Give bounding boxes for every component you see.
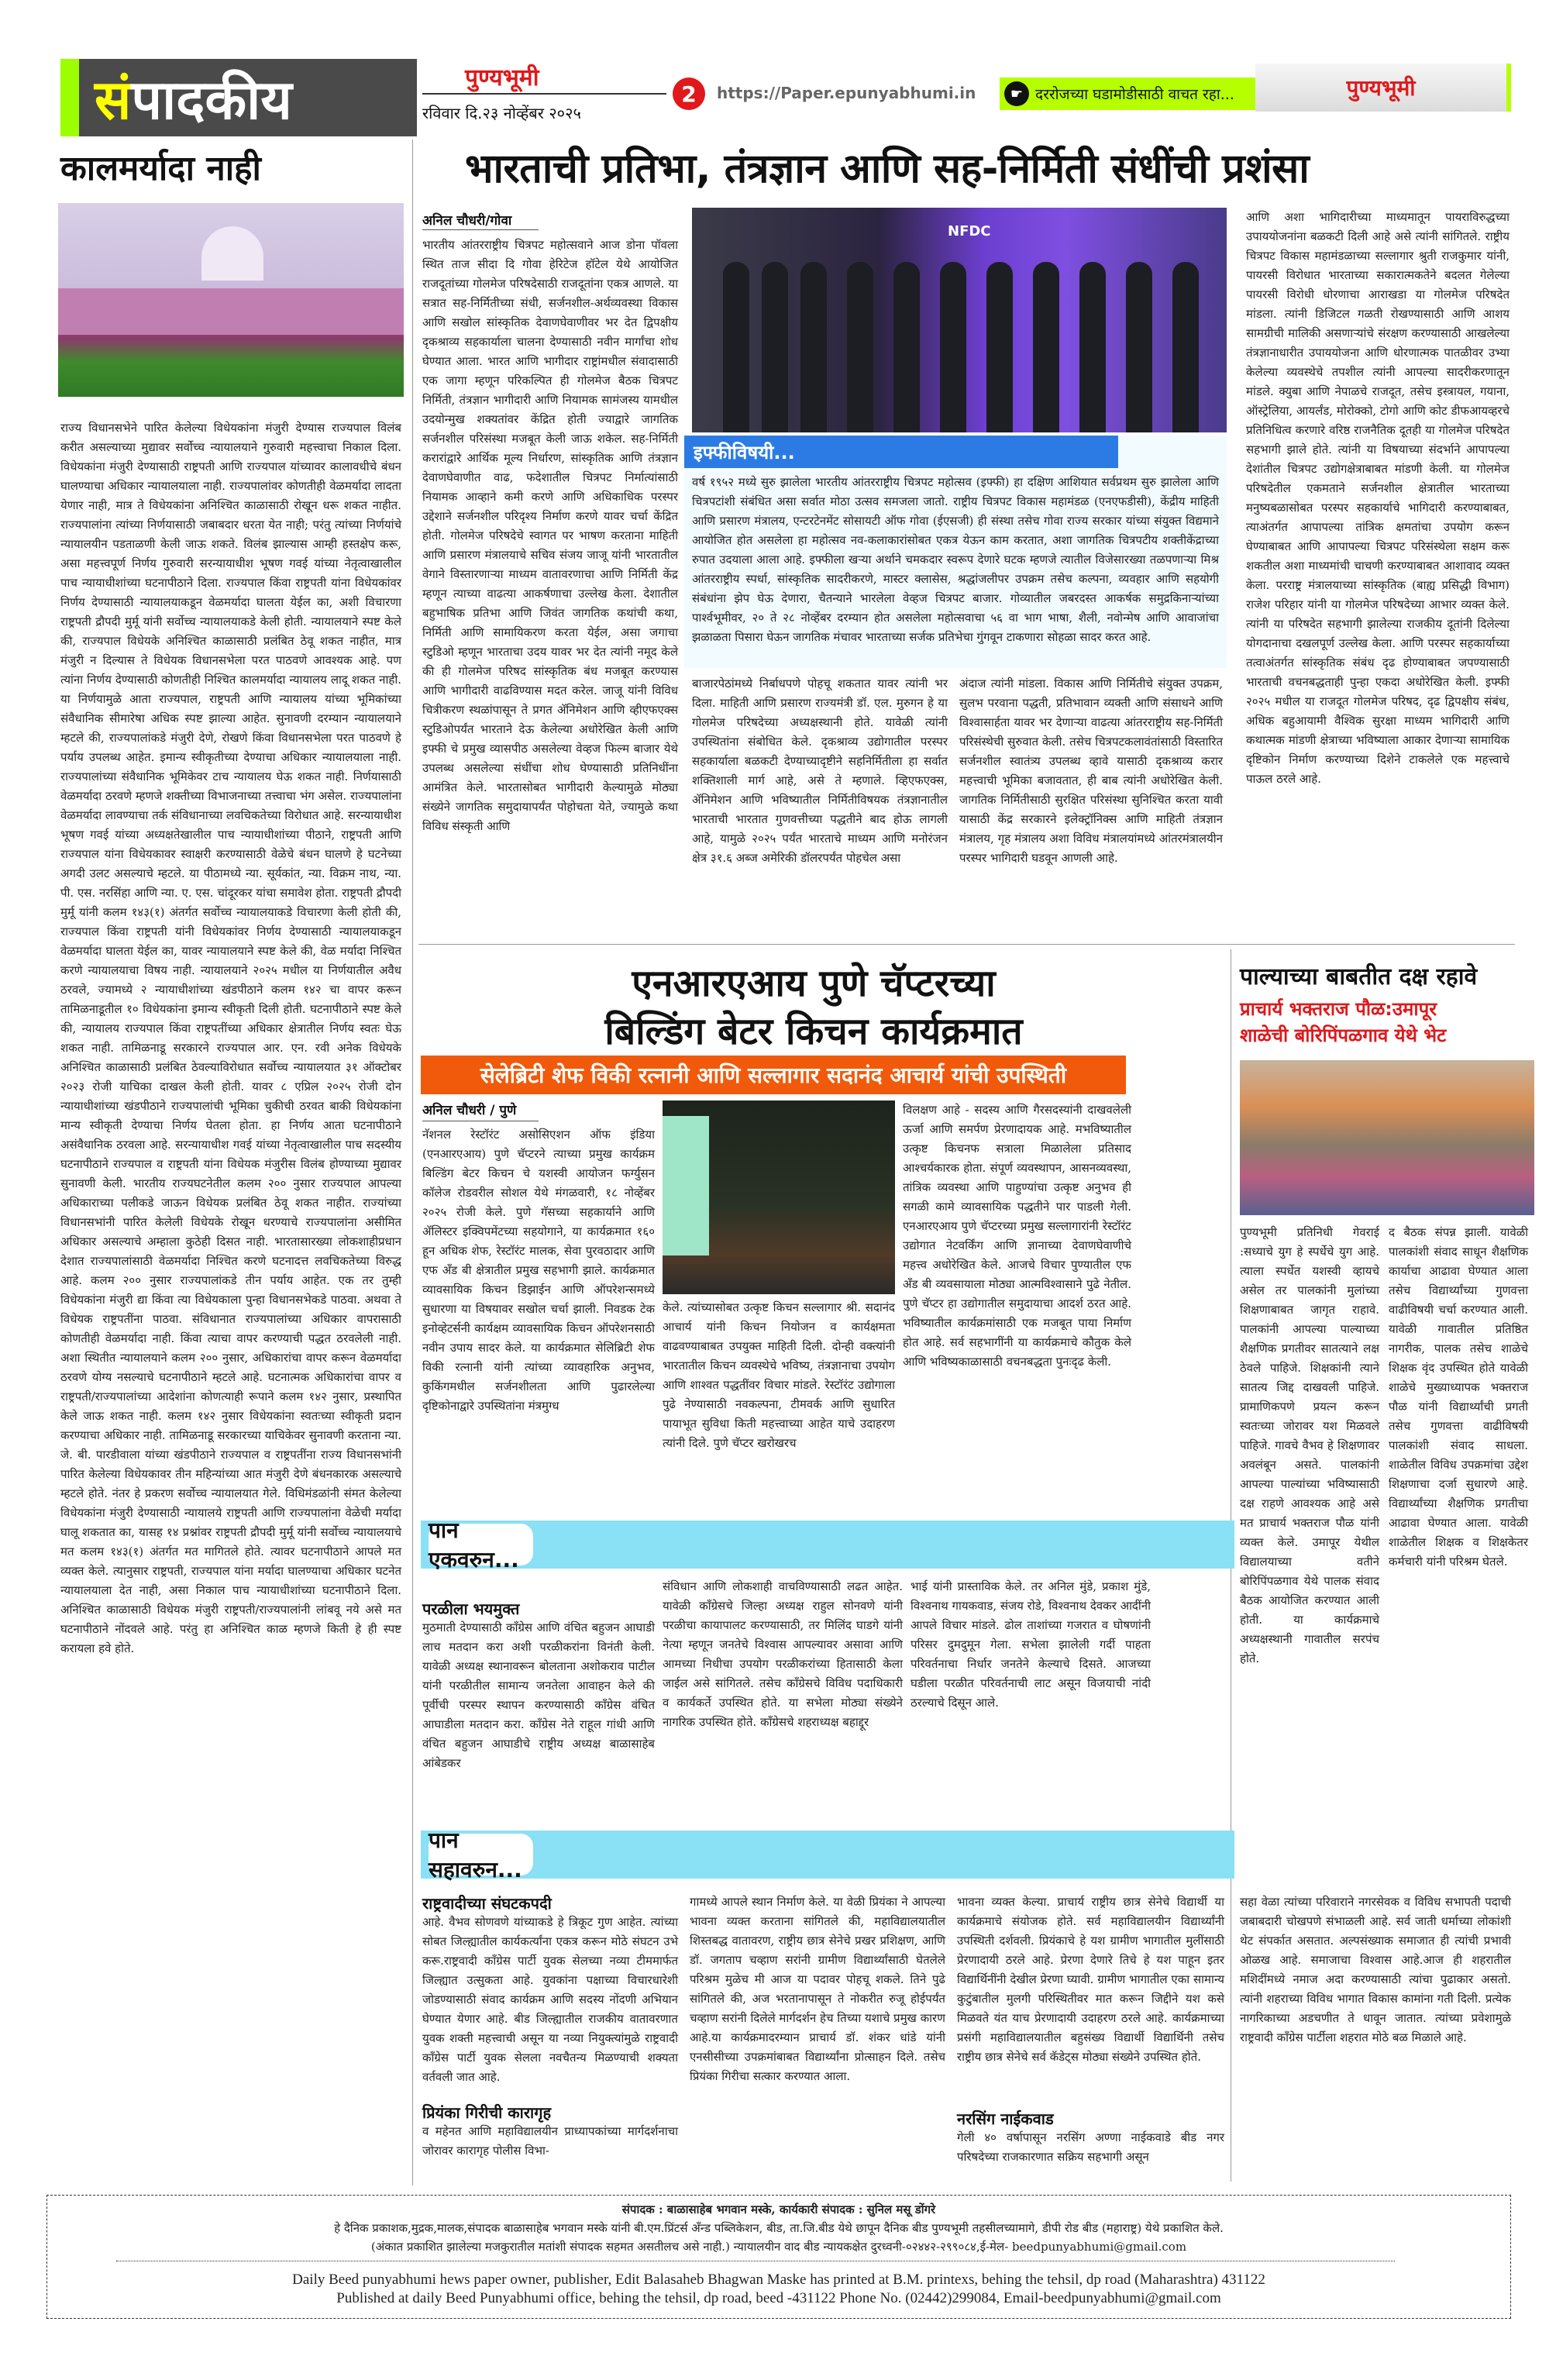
person-silhouette [1033, 262, 1059, 432]
person-silhouette [1126, 262, 1152, 432]
film-article-column-2: बाजारपेठांमध्ये निर्बाधपणे पोहचू शकतात यावर त्यांनी भर दिला. माहिती आणि प्रसारण राज्यमंत्री डॉ. एल. मुरुगन हे या गोलमेज परिषदेच्या अध्यक्षस्थानी होते. यावेळी त्यांनी उपस्थितांना संबोधित केले. दृकश्राव्य उद्योगातील परस्पर सहकार्याला बळकटी देण्याच्यादृष्टीने सहनिर्मितीला हा सर्वात शक्तिशाली मार्ग आहे, असे ते म्हणाले. व्हिएफएक्स, ॲनिमेशन आणि भविष्यातील निर्मितीविषयक तंत्रज्ञानातील भारताची भारतात गुणवत्तीच्या पद्धतीने बाद होऊ लागली आहे, यामुळे २०२५ पर्यंत भारताचे माध्यम आणि मनोरंजन क्षेत्र ३१.६ अब्ज अमेरिकी डॉलरपर्यंत पोहचेल असा [692, 677, 948, 865]
supreme-court-photo [58, 203, 404, 397]
ncc-column-1: गामध्ये आपले स्थान निर्माण केले. या वेळी प्रियंका ने आपल्या भावना व्यक्त करताना सांगितले की, महाविद्यालयातील शिस्तबद्ध वातावरण, राष्ट्रीय छात्र सेनेचे प्रखर प्रशिक्षण, आणि डॉ. जगताप चव्हाण सरांनी ग्रामीण विद्यार्थ्यांसाठी घेतलेले परिश्रम मुळेच मी आज या पदावर पोहचू शकले. तिने पुढे सांगितले की, अज भरतानापासून ते नोकरीत रुजू होईपर्यंत चव्हाण सरांनी दिलेले मार्गदर्शन हेच तिच्या यशाचे प्रमुख कारण आहे.या कार्यक्रमादरम्यान प्राचार्य डॉ. शंकर धांडे यांनी एनसीसीच्या उपक्रमांबाबत विद्यार्थ्यांना प्रोत्साहन दिले. तसेच प्रियंका गिरीचा सत्कार करण्यात आला. [690, 1895, 945, 2083]
person-silhouette [940, 262, 966, 432]
parli-column-3: भाई यांनी प्रास्ताविक केले. तर अनिल मुंडे, प्रकाश मुंडे, विश्वनाथ गायकवाड, संजय रोडे, विश्वनाथ देवकर आदींनी आपले विचार मांडले. ढोल ताशांच्या गजरात व घोषणांनी परिसर दुमदुमून गेला. सभेला झालेली गर्दी पाहता परिवर्तनाचा निर्धार जनतेने केल्याचे दिसते. आजच्या घडीला परळीत परिवर्तनाची लाट असून विजयाची नांदी ठरल्याचे दिसून आले. [911, 1579, 1151, 1710]
nrai-column-3: विलक्षण आहे - सदस्य आणि गैरसदस्यांनी दाखवलेली ऊर्जा आणि समर्पण प्रेरणादायक आहे. मभविष्यातील उत्कृष्ट किचनफ सत्राला मिळालेला प्रतिसाद आश्चर्यकारक होता. संपूर्ण व्यवस्थापन, आसनव्यवस्था, तांत्रिक व्यवस्था आणि पाहुण्यांचा उत्कृष्ट अनुभव ही सगळी कामे व्यावसायिक पद्धतीने पार पाडली गेली. एनआरएआय पुणे चॅप्टरच्या प्रमुख सल्लागारांनी रेस्टॉरंट उद्योगात नेटवर्किंग आणि ज्ञानाच्या देवाणघेवाणीचे महत्त्व अधोरेखित केले. आजचे विचार पुण्यातील एफ अँड बी व्यवसायाला मोठ्या आत्मविश्वासाने पुढे नेतील. पुणे चॅप्टर हा उद्योगातील समुदायाचा आदर्श ठरत आहे. भविष्यातील कार्यक्रमांसाठी एक मजबूत पाया निर्माण होत आहे. सर्व सहभागींनी या कार्यक्रमाचे कौतुक केले आणि भविष्यकाळासाठी वचनबद्धता पुनःदृढ केली. [903, 1103, 1131, 1369]
parent-meeting-photo [1240, 1060, 1534, 1215]
ncp-headline: राष्ट्रवादीच्या संघटकपदी [422, 1894, 552, 1913]
continued-label: पान सहावरुन... [429, 1834, 533, 1875]
film-article-column-4: आणि अशा भागिदारीच्या माध्यमातून पायराविरुद्धच्या उपाययोजनांना बळकटी दिली आहे असे त्यांनी सांगितले. राष्ट्रीय चित्रपट विकास महामंडळाच्या सल्लागार श्रुती राजकुमार यांनी, पायरसी विरोधात भारताच्या सकारात्मकतेने बदलत गेलेल्या पायरसी विरोधी धोरणाचा आराखडा या गोलमेज परिषदेत मांडला. त्यांनी डिजिटल गळती रोखण्यासाठी आणि आशय सामग्रीची मालिकी असणाऱ्यांचे संरक्षण करण्यासाठी आखलेल्या तंत्रज्ञानाधारीत उपाययोजना आणि धोरणात्मक पातळीवर उभ्या केलेल्या व्यवस्थेचे तपशील त्यांनी आपल्या सादरीकरणातून मांडले. क्युबा आणि नेपाळचे राजदूत, तसेच इस्त्रायल, गयाना, ऑस्ट्रेलिया, आयर्लंड, मोरोक्को, टोगो आणि कोट डीफआयव्हरचे प्रतिनिधित्व करणारे वरिष्ठ राजनैतिक दूतही या गोलमेज परिषदेत सहभागी झाले होते. त्यांनी या विषयाच्या संदर्भाने आपापल्या देशांतील चित्रपट उद्योगक्षेत्राबाबत मांडणी केली. या गोलमेज परिषदेतील एकमताने सर्जनशील क्षेत्रातील भारताच्या मनुष्यबळासोबत परस्पर सहकार्याचे भागिदारी करण्याबाबत, त्याअंतर्गत आपापल्या तांत्रिक क्षमतांचा उपयोग करून घेण्याबाबत आणि आपापल्या चित्रपट परिसंस्थेला सक्षम करू शकतील अशा माध्यमांची चाचणी करण्याबाबत आशावाद व्यक्त केला. परराष्ट्र मंत्रालयाच्या सांस्कृतिक (बाह्य प्रसिद्धी विभाग) राजेश परिहार यांनी या गोलमेज परिषदेच्या आभार व्यक्त केले. त्यांनी या परिषदेत सहभागी झालेल्या राजकीय दूतांनी दिलेल्या योगदानाचा दखलपूर्ण उल्लेख केला. आणि परस्पर सहकार्याच्या तत्वाअंतर्गत सांस्कृतिक संबंध दृढ होण्याबाबत जपण्यासाठी भारताची वचनबद्धताही पुन्हा एकदा अधोरेखित केली. इफ्फी २०२५ मधील या राजदूत गोलमेज परिषद, दृढ द्विपक्षीय संबंध, अधिक बहुआयामी वैश्विक सुरक्षा माध्यम भागिदारी आणि कथात्मक मांडणी क्षेत्राच्या भविष्याला आकार देणाऱ्या सामायिक दृष्टिकोन निर्माण करण्याच्या दिशेने टाकलेले एक महत्त्वाचे पाऊल ठरले आहे. [1246, 210, 1510, 786]
parli-headline: परळीला भयमुक्त [422, 1600, 520, 1618]
film-article-column-1: भारतीय आंतरराष्ट्रीय चित्रपट महोत्सवाने आज डोना पॉवला स्थित ताज सीदा दि गोवा हेरिटेज हॉटेल येथे आयोजित राजदूतांच्या गोलमेज परिषदेसाठी राजदूतांना एकत्र आणले. या सत्रात सह-निर्मितीच्या संधी, सर्जनशील-अर्थव्यवस्था विकास आणि सखोल सांस्कृतिक देवाणघेवाणीवर भर देत द्विपक्षीय दृकश्राव्य सहकार्याला चालना देण्यासाठी नवीन मार्गांचा शोध घेण्यात आला. भारत आणि भागीदार राष्ट्रांमधील संवादासाठी एक जागा म्हणून परिकल्पित ही गोलमेज बैठक चित्रपट निर्मिती, तंत्रज्ञान भागीदारी आणि नियामक सामंजस्य यामधील उदयोन्मुख शक्यतांवर केंद्रित होती ज्याद्वारे जागतिक सर्जनशील परिसंस्था मजबूत केली जाऊ शकेल. सह-निर्मिती करारांद्वारे आर्थिक मूल्य निर्धारण, सांस्कृतिक आणि तंत्रज्ञान देवाणघेवाणीत वाढ, फदेशातील चित्रपट निर्मात्यांसाठी नियामक आव्हाने कमी करणे आणि अधिकाधिक परस्पर उद्देशाने सर्जनशील परिदृश्य निर्माण करणे यावर चर्चा केंद्रित होती. गोलमेज परिषदेचे स्वागत पर भाषण करताना माहिती आणि प्रसारण मंत्रालयाचे सचिव संजय जाजू यांनी भारतातील वेगाने विस्तारणाऱ्या माध्यम वातावरणाचा आणि निर्मिती केंद्र म्हणून त्याच्या वाढत्या आकर्षणाचा उल्लेख केला. देशातील बहुभाषिक प्रतिभा आणि जिवंत जागतिक कथांची कथा, निर्मिती आणि सामायिकरण करता येईल, असा जगाचा स्टुडिओ म्हणून भारताचा उदय यावर भर देत त्यांनी नमूद केले की ही गोलमेज परिषद सांस्कृतिक बंध मजबूत करण्यास आणि भागीदारी वाढविण्यास मदत करेल. जाजू यांनी विविध चित्रीकरण स्थळांपासून ते प्रगत ॲनिमेशन आणि व्हीएफएक्स स्टुडिओपर्यंत भारताने देऊ केलेल्या अधोरेखित केली आणि इफ्फी चे प्रमुख व्यासपीठ असलेल्या वेव्हज फिल्म बाजार येथे उपलब्ध असलेल्या संधींचा शोध घेण्यासाठी प्रतिनिधींना आमंत्रित केले. भारतासोबत भागीदारी केल्यामुळे मोठ्या संख्येने जागतिक समुदायापर्यंत पोहोचता येते, ज्यामुळे कथा विविध संस्कृती आणि [422, 238, 678, 833]
editorial-body: राज्य विधानसभेने पारित केलेल्या विधेयकांना मंजुरी देण्यास राज्यपाल विलंब करीत असल्याच्या मुद्यावर सर्वोच्च न्यायालयाने गुरुवारी महत्त्वाचा निकाल दिला. विधेयकांना मंजुरी देण्यासाठी राष्ट्रपती आणि राज्यपाल यांच्यावर कालावधीचे बंधन घालण्याचा अधिकार न्यायालयाला नाही. राज्यपालांवर कोणतीही वेळमर्यादा लादता येणार नाही, मात्र ते विधेयकांना अनिश्चित काळासाठी रोखून धरू शकत नाहीत. राज्यपालांना त्यांच्या निर्णयासाठी जबाबदार धरता येत नाही; परंतु त्यांच्या निर्णयांचे न्यायालयीन पडताळणी केली जाऊ शकते. विलंब झाल्यास आम्ही हस्तक्षेप करू, असा महत्त्वपूर्ण निर्णय गुरुवारी सरन्यायाधीश भूषण गवई यांच्या नेतृत्वाखालील पाच न्यायाधीशांच्या घटनापीठाने दिला. राज्यपाल किंवा राष्ट्रपती यांना विधेयकांवर निर्णय देण्यासाठी न्यायालयाकडून वेळमर्यादा घालता येईल का, अशी विचारणा राष्ट्रपती द्रौपदी मुर्मू यांनी सर्वोच्च न्यायालयाकडे केली होती. न्यायालयाने स्पष्ट केले की, राज्यपाल विधेयके अनिश्चित काळासाठी प्रलंबित ठेवू शकत नाहीत, मात्र मंजुरी न दिल्यास ते विधेयक विधानसभेला परत पाठवणे आवश्यक आहे. पण त्यांना निर्णय देण्यासाठी कोणतीही निश्चित कालमर्यादा न्यायालय लादू शकत नाही. या निर्णयामुळे आता राज्यपाल, राष्ट्रपती आणि न्यायालय यांच्या भूमिकांच्या संवैधानिक सीमारेषा अधिक स्पष्ट झाल्या आहेत. सुनावणी दरम्यान न्यायालयाने म्हटले की, राज्यपालांकडे मंजुरी देणे, रोखणे किंवा विधानसभेला परत पाठवणे हे पर्याय उपलब्ध आहेत. इमान्य स्वीकृतीच्या देण्याचा अधिकार न्यायालयाला नाही. राज्यपालांच्या संवैधानिक भूमिकेवर टाच न्यायालय घेऊ शकत नाही. निर्णयासाठी वेळमर्यादा ठरवणे म्हणजे शक्तीच्या विभाजनाच्या तत्त्वाचा भंग असेल. राज्यपालांना वेळमर्यादा लावण्याचा तर्क संविधानाच्या लवचिकतेच्या विरोधात आहे. सरन्यायाधीश भूषण गवई यांच्या अध्यक्षतेखालील पाच न्यायाधीशांच्या पीठाने, राष्ट्रपती आणि राज्यपाल यांना विधेयकावर स्वाक्षरी करण्यासाठी वेळेचे बंधन घालणे हे घटनेच्या अगदी उलट असल्याचे म्हटले. या पीठामध्ये न्या. सूर्यकांत, न्या. विक्रम नाथ, न्या. पी. एस. नरसिंहा आणि न्या. ए. एस. चांदूरकर यांचा समावेश होता. राष्ट्रपती द्रौपदी मुर्मू यांनी कलम १४३(१) अंतर्गत सर्वोच्च न्यायालयाकडे विचारणा केली होती की, राज्यपाल किंवा राष्ट्रपती यांनी विधेयकांवर निर्णय देण्यासाठी न्यायालयाकडून वेळमर्यादा घालता येईल का, यावर न्यायालयाने स्पष्ट केले की, वेळ मर्यादा निश्चित करणे न्यायालयाचा विषय नाही. न्यायालयाने २०२५ मधील या निर्णयातील अवैध ठरवले, ज्यामध्ये २ न्यायाधीशांच्या खंडपीठाने कलम १४२ चा वापर करून तामिळनाडूतील १० विधेयकांना इमान्य स्वीकृती दिली होती. घटनापीठाने स्पष्ट केले की, न्यायालय राज्यपाल किंवा राष्ट्रपतींच्या अधिकार क्षेत्रातील निर्णय स्वतः घेऊ शकत नाही. तामिळनाडू सरकारने राज्यपाल आर. एन. रवी अनेक विधेयके अनिश्चित काळासाठी प्रलंबित ठेवल्याविरोधात सर्वोच्च न्यायालयात ३१ ऑक्टोबर २०२३ रोजी याचिका दाखल केली होती. यावर ८ एप्रिल २०२५ रोजी दोन न्यायाधीशांच्या खंडपीठाने राज्यपालांची भूमिका चुकीची ठरवत बाकी विधेयकांना मान्य स्वीकृती देण्याचा निर्णय घेतला होता. हा निर्णय आता घटनापीठाने असंवैधानिक ठरवला आहे. सरन्यायाधीश गवई यांच्या नेतृत्वाखालील पाच सदस्यीय घटनापीठाने राज्यपाल व राष्ट्रपती यांना विधेयक मंजुरीस विलंब होण्याच्या मुद्यावर सुनावणी केली. भारतीय राज्यघटनेतील कलम २०० नुसार राज्यपाल आपल्या अधिकाराच्या पलीकडे जाऊन विधेयक प्रलंबित ठेवू शकत नाहीत. राज्यांच्या विधानसभांनी पारित केलेली विधेयके रोखून धरण्याचे राज्यपालांना असीमित अधिकार असल्याचे अम्हाला कुठेही दिसत नाही. भारतासारख्या लोकशाहीप्रधान देशात राज्यपालांसाठी वेळमर्यादा निश्चित करणे घटनादत्त लवचिकतेच्या विरुद्ध आहे. कलम २०० नुसार राज्यपालांकडे तीन पर्याय आहेत. एक तर तुम्ही विधेयकांना मंजुरी द्या किंवा त्या विधेयकाला पुन्हा विधानसभेकडे पाठवा. अथवा ते विधेयक राष्ट्रपतींना पाठवा. संविधानात राज्यपालांच्या अधिकार वापरासाठी कोणतीही वेळमर्यादा नाही. किंवा त्याचा वापर करण्याची पद्धत ठरवलेली नाही. अशा स्थितीत न्यायालयाने कलम २०० नुसार, अधिकारांचा वापर करून वेळमर्यादा ठरवणे योग्य नसल्याचे घटनापीठाने म्हटले आहे. घटनात्मक अधिकारांचा वापर व राष्ट्रपती/राज्यपालांच्या आदेशांना कोणत्याही रूपाने कलम १४२ नुसार, प्रस्थापित केले जाऊ शकत नाही. कलम १४२ नुसार विधेयकांना स्वतःच्या स्वीकृती प्रदान करण्याचा अधिकार नाही. तामिळनाडू सरकारच्या याचिकेवर सुनावणी करताना न्या. जे. बी. पारडीवाला यांच्या खंडपीठाने राज्यपाल व राष्ट्रपतींना राज्य विधानसभांनी पारित केलेल्या विधेयकावर तीन महिन्यांच्या आत मंजुरी देणे बंधनकारक असल्याचे म्हटले होते. नंतर हे प्रकरण सर्वोच्च न्यायालयात गेले. विधिमंडळांनी संमत केलेल्या विधेयकांना मंजुरी देण्यासाठी न्यायालये राष्ट्रपती आणि राज्यपालांना वेळेची मर्यादा घालू शकतात का, यासह १४ प्रश्नांवर राष्ट्रपती द्रौपदी मुर्मू यांनी सर्वोच्च न्यायालयाचे मत कलम १४३(१) अंतर्गत मत मागितले होते. त्यावर घटनापीठाने आपले मत व्यक्त केले. त्यानुसार राष्ट्रपती, राज्यपाल यांना मर्यादा घालण्याचा अधिकार घटनेत न्यायालयाला देत नाही, असा निकाल पाच न्यायाधीशांच्या घटनापीठाने दिला. अनिश्चित काळासाठी विधेयक मंजुरी राष्ट्रपती/राज्यपालांनी लांबवू नये असे मत घटनापीठाने नोंदवले आहे. परंतु हा अनिश्चित काळ म्हणजे किती हे ही स्पष्ट करायला हवे होते. [60, 421, 401, 1655]
narsing-column: गेली ४० वर्षापासून नरसिंग अण्णा नाईकवाडे बीड नगर परिषदेच्या राजकारणात सक्रिय सहभागी असून [957, 2130, 1224, 2164]
school-subhead-line-2: शाळेची बोरिपिंपळगाव येथे भेट [1240, 1025, 1447, 1046]
projection-screen-shape [663, 1116, 709, 1255]
continued-from-page-six-band [421, 1827, 1234, 1882]
narsing-continued-column: सहा वेळा त्यांच्या परिवाराने नगरसेवक व विविध सभापती पदाची जबाबदारी चोखपणे संभाळली आहे. सर्व जाती धर्माच्या लोकांशी थेट संपर्कात असतात. अल्पसंख्याक समाजात ही त्यांची प्रभावी ओळख आहे. समाजाचा विश्वास आहे.आज ही शहरातील मशिदींमध्ये नमाज अदा करण्यासाठी त्यांचा पुढाकार असतो. त्यांनी शहराच्या विविध भागात विकास कामांना गती दिली. प्रत्येक नागरिकाच्या अडचणीत ते धावून जातात. त्यांच्या प्रवेशामुळे राष्ट्रवादी कॉंग्रेस पार्टीला शहरात मोठे बळ मिळाले आहे. [1240, 1895, 1511, 2044]
section-divider [418, 944, 1515, 945]
priyanka-column: व महेनत आणि महाविद्यालयीन प्राध्यापकांच्या मार्गदर्शनाचा जोरावर कारागृह पोलीस विभा- [422, 2124, 678, 2158]
promo-strip [1000, 77, 1255, 110]
column-divider [412, 139, 413, 2185]
editorial-headline: कालमर्यादा नाही [60, 149, 261, 188]
masthead-divider [422, 93, 666, 95]
panel-discussion-photo [663, 1100, 895, 1294]
promo-text: दररोजच्या घडामोडीसाठी वाचत रहा... [1035, 86, 1234, 103]
pointing-hand-icon: ☛ [1004, 81, 1029, 106]
section-title-rest: पादकीय [131, 68, 292, 132]
narsing-headline: नरसिंग नाईकवाड [957, 2110, 1054, 2128]
parli-column-1: मुठमाती देण्यासाठी काँग्रेस आणि वंचित बहुजन आघाडी लाच मतदान करा अशी परळीकरांना विनंती केली. यावेळी अध्यक्ष स्थानावरून बोलताना अशोकराव पाटील यांनी परळीतील सामान्य जनतेला आवाहन केले की पूर्वीची परस्पर स्थापन करण्यासाठी काँग्रेस वंचित आघाडीला मतदान करा. काँग्रेस नेते राहूल गांधी आणि वंचित बहुजन आघाडीचे राष्ट्रीय अध्यक्ष बाळासाहेब आंबेडकर [422, 1621, 655, 1770]
nrai-subhead-banner: सेलेब्रिटी शेफ विकी रत्नानी आणि सल्लागार सदानंद आचार्य यांची उपस्थिती [421, 1056, 1126, 1094]
ncp-column: आहे. वैभव सोणवणे यांच्याकडे हे त्रिकूट गुण आहेत. त्यांच्या सोबत जिल्ह्यातील कार्यकर्त्यांना एकत्र करून मोठे संघटन उभे करू.राष्ट्रवादी कॉंग्रेस पार्टी युवक सेलच्या नव्या टीममार्फत जिल्ह्यात उत्सुकता आहे. युवकांना पक्षाच्या विचारधारेशी जोडण्यासाठी संवाद कार्यक्रम आणि सदस्य नोंदणी अभियान घेण्यात येणार आहे. बीड जिल्ह्यातील राजकीय वातावरणात युवक शक्ती महत्त्वाची असून या नव्या नियुक्त्यांमुळे राष्ट्रवादी कॉंग्रेस पार्टी युवक सेलला नवचैतन्य मिळण्याची शक्यता वर्तवली जात आहे. [422, 1915, 678, 2084]
imprint-publisher: हे दैनिक प्रकाशक,मुद्रक,मालक,संपादक बाळासाहेब भगवान मस्के यांनी बी.एम.प्रिंटर्स अँन्ड पब्लिकेशन, बीड, ता.जि.बीड येथे छापून दैनिक बीड पुण्यभूमी तहसीलच्यामागे, डीपी रोड बीड (महाराष्ट्र) येथे प्रकाशित केले. [334, 2221, 1224, 2235]
nrai-byline: अनिल चौधरी / पुणे [422, 1103, 517, 1118]
nrai-headline-line-1: एनआरएआय पुणे चॅप्टरच्या [632, 962, 996, 1005]
school-subhead-line-1: प्राचार्य भक्तराज पौळ:उमापूर [1240, 998, 1437, 1020]
section-masthead-label [60, 59, 417, 136]
iffi-box-title: इफ्फीविषयी... [684, 436, 1118, 468]
section-title-first-letter: सं [95, 68, 132, 132]
page-number-badge: 2 [673, 77, 705, 110]
continued-from-page-one-band [421, 1517, 1234, 1572]
person-silhouette [1172, 262, 1199, 432]
english-imprint-line-1: Daily Beed punyabhumi hews paper owner, publisher, Edit Balasaheb Bhagwan Maske has printed at B.M. printexs, behing the tehsil, dp road (Maharashtra) 431122 [292, 2272, 1265, 2288]
film-article-column-3: अंदाज त्यांनी मांडला. विकास आणि निर्मितीचे संयुक्त उपक्रम, सुलभ परवाना पद्धती, प्रतिभावान व्यक्ती आणि संसाधने आणि विश्वासार्हता यावर भर देणाऱ्या वाढत्या आंतरराष्ट्रीय सह-निर्मिती परिसंस्थेची सुरुवात केली. तसेच चित्रपटकलावंतांसाठी विस्तारित सर्जनशील स्वातंत्र्य उपलब्ध व्हावे यासाठी दृकश्राव्य करार महत्त्वाची भूमिका बजावतात, ही बाब त्यांनी अधोरेखित केली. जागतिक निर्मितीसाठी सुरक्षित परिसंस्था सुनिश्चित करता यावी यासाठी केंद्र सरकारने इलेक्ट्रॉनिक्स आणि माहिती तंत्रज्ञान मंत्रालय, गृह मंत्रालय अशा विविध मंत्रालयांमध्ये आंतरमंत्रालयीन परस्पर भागिदारी घडवून आणली आहे. [959, 677, 1223, 865]
priyanka-headline: प्रियंका गिरीची कारागृह [422, 2103, 552, 2122]
nrai-column-1: नॅशनल रेस्टॉरंट असोसिएशन ऑफ इंडिया (एनआरएआय) पुणे चॅप्टरने त्याच्या प्रमुख कार्यक्रम बिल्डिंग बेटर किचन चे यशस्वी आयोजन फर्ग्युसन कॉलेज रोडवरील सोशल येथे मंगळवारी, १८ नोव्हेंबर २०२५ रोजी केले. पुणे गॅसच्या सहकार्याने आणि ॲलिस्टर इक्विपमेंटच्या सहयोगाने, या कार्यक्रमात १६० हून अधिक शेफ, रेस्टॉरंट मालक, सेवा पुरवठादार आणि एफ अँड बी क्षेत्रातील प्रमुख सहभागी झाले. कार्यक्रमात व्यावसायिक किचन डिझाईन आणि ऑपरेशन्समध्ये सुधारणा या विषयावर सखोल चर्चा झाली. निवडक टेक इनोव्हेटर्सनी कार्यक्षम व्यावसायिक किचन ऑपरेशनसाठी नवीन उपाय सादर केले. या कार्यक्रमात सेलिब्रिटी शेफ विकी रत्नानी यांनी त्यांच्या व्यावहारिक अनुभव, कुकिंगमधील सर्जनशीलता आणि पुढारलेल्या दृष्टिकोनाद्वारे उपस्थितांना मंत्रमुग्ध [422, 1128, 655, 1413]
ambassadors-group-photo [692, 208, 1227, 432]
person-silhouette [762, 262, 788, 432]
website-url-link[interactable]: https://Paper.epunyabhumi.in [717, 84, 976, 102]
school-column-1: पुण्यभूमी प्रतिनिधी गेवराई :सध्याचे युग हे स्पर्धेचे युग आहे. त्याला स्पर्धेत यशस्वी व्हायचे असेल तर पालकांनी मुलांच्या शिक्षणाबाबत जागृत राहावे. पालकांनी आपल्या पाल्याच्या शैक्षणिक प्रगतीवर सातत्याने लक्ष ठेवले पाहिजे. शिक्षकांनी त्याने सातत्य जिद्द दाखवली पाहिजे. प्रामाणिकपणे प्रयत्न करून स्वतःच्या जोरावर यश मिळवले पाहिजे. गावचे वैभव हे शिक्षणावर अवलंबून असते. पालकांनी आपल्या पाल्यांच्या भविष्यासाठी दक्ष राहणे आवश्यक आहे असे मत प्राचार्य भक्तराज पौळ यांनी व्यक्त केले. उमापूर येथील विद्यालयाच्या वतीने बोरिपिंपळगाव येथे पालक संवाद बैठक आयोजित करण्यात आली होती. या कार्यक्रमाचे अध्यक्षस्थानी गावातील सरपंच होते. [1240, 1225, 1379, 1665]
nfdc-banner-label: NFDC [948, 223, 991, 239]
person-silhouette [893, 262, 920, 432]
person-silhouette [723, 262, 749, 432]
film-byline: अनिल चौधरी/गोवा [422, 213, 512, 229]
nrai-headline [465, 959, 1162, 1056]
continued-label: पान एकवरुन... [429, 1524, 533, 1565]
english-imprint [46, 2271, 1511, 2308]
nrai-column-2: केले. त्यांच्यासोबत उत्कृष्ट किचन सल्लागार श्री. सदानंद आचार्य यांनी किचन नियोजन व कार्यक्षमता वाढवण्याबाबत उपयुक्त माहिती दिली. दोन्ही वक्त्यांनी भारतातील किचन व्यवस्थेचे भविष्य, तंत्रज्ञानाचा उपयोग आणि शाश्वत पद्धतींवर विचार मांडले. रेस्टॉरंट उद्योगाला पुढे नेण्यासाठी नवकल्पना, टीमवर्क आणि सुधारित पायाभूत सुविधा किती महत्त्वाच्या आहेत याचे उदाहरण त्यांनी दिले. पुणे चॅप्टर खरोखरच [663, 1300, 895, 1450]
imprint-editors: संपादक : बाळासाहेब भगवान मस्के, कार्यकारी संपादक : सुनिल मसू डोंगरे [621, 2203, 936, 2216]
english-imprint-line-2: Published at daily Beed Punyabhumi office, behing the tehsil, dp road, beed -431122 Phone No. (02442)299084, Email-beedpunyabhumi@gmail.com [336, 2290, 1221, 2306]
iffi-box-text: वर्ष १९५२ मध्ये सुरु झालेला भारतीय आंतरराष्ट्रीय चित्रपट महोत्सव (इफ्फी) हा दक्षिण आशियात सर्वप्रथम सुरु झालेला आणि चित्रपटांशी संबंधित असा सर्वात मोठा उत्सव समजला जातो. राष्ट्रीय चित्रपट विकास महामंडळ (एनएफडीसी), केंद्रीय माहिती आणि प्रसारण मंत्रालय, एन्टरटेनमेंट सोसायटी ऑफ गोवा (ईएसजी) ही संस्था तसेच गोवा राज्य सरकार यांच्या संयुक्त विद्यमाने आयोजित होत असलेला हा महोत्सव नव-कलाकारांसोबत एकत्र येऊन काम करतात, अशा जागतिक चित्रपटीय शक्तीकेंद्राच्या रुपात उदयाला आला आहे. इफ्फीला खऱ्या अर्थाने चमकदार स्वरूप देणारे घटक म्हणजे त्यातील विजेसारख्या तळपणाऱ्या मिश्र आंतरराष्ट्रीय स्पर्धा, सांस्कृतिक सादरीकरणे, मास्टर क्लासेस, श्रद्धांजलीपर उपक्रम तसेच कल्पना, व्यवहार आणि सहयोगी संबंधांना झेप घेऊ देणारा, चैतन्याने भारलेला वेव्हज चित्रपट बाजार. गोव्यातील जबरदस्त आकर्षक समुद्रकिनाऱ्यांच्या पार्श्वभूमीवर, २० ते २८ नोव्हेंबर दरम्यान होत असलेला महोत्सवाचा ५६ वा भाग भाषा, शैली, नवोन्मेष आणि आवाजांचा झळाळता पिसारा घेऊन जागतिक मंचावर भारताच्या सर्जक प्रतिभेचा गुंगवून टाकणारा सोहळा सादर करत आहे. [692, 475, 1219, 644]
school-column-2: द बैठक संपन्न झाली. यावेळी पालकांशी संवाद साधून शैक्षणिक कार्याचा आढावा घेण्यात आला तसेच विद्यार्थ्यांच्या गुणवत्ता वाढीविषयी चर्चा करण्यात आली. यावेळी गावातील प्रतिष्ठित नागरीक, पालक तसेच शाळेचे शिक्षक वृंद उपस्थित होते यावेळी शाळेचे मुख्याध्यापक भक्तराज पौळ यांनी विद्यार्थ्यांची प्रगती तसेच गुणवत्ता वाढीविषयी पालकांशी संवाद साधला. शाळेतील विविध उपक्रमांचा उद्देश शिक्षणाचा दर्जा सुधारणे आहे. विद्यार्थ्यांच्या शैक्षणिक प्रगतीचा आढावा घेण्यात आला. यावेळी शाळेतील शिक्षक व शिक्षकेतर कर्मचारी यांनी परिश्रम घेतले. [1389, 1225, 1528, 1569]
person-silhouette [800, 262, 827, 432]
court-building-shape [58, 288, 404, 335]
school-headline: पाल्याच्या बाबतीत दक्ष रहावे [1240, 963, 1478, 990]
school-subhead [1240, 996, 1534, 1049]
promo-paper-brand: पुण्यभूमी [1346, 75, 1416, 101]
brand-name: पुण्यभूमी [465, 64, 539, 91]
newspaper-roll-image [1255, 64, 1511, 112]
imprint-disclaimer: (अंकात प्रकाशित झालेल्या मजकुरातील मतांशी संपादक सहमत असतीलच असे नाही.) न्यायालयीन वाद बीड न्यायकक्षेत दुरध्वनी-०२४४२-२९९०८४,ई-मेल- beedpunyabhumi@gmail.com [370, 2240, 1187, 2254]
ncc-column-2: भावना व्यक्त केल्या. प्राचार्य राष्ट्रीय छात्र सेनेचे विद्यार्थी या कार्यक्रमाचे संयोजक होते. सर्व महाविद्यालयीन विद्यार्थ्यांनी उपस्थिती दर्शवली. प्रियंकाचे हे यश ग्रामीण भागातील मुलींसाठी प्रेरणादायी ठरले आहे. प्रेरणा देणारे तिचे हे यश पाहून इतर विद्यार्थिनींनी देखील प्रेरणा घ्यावी. ग्रामीण भागातील एका सामान्य कुटुंबातील मुलगी परिस्थितीवर मात करून जिद्दीने यश कसे मिळवते यंत याच प्रेरणादायी उदाहरण ठरले आहे. कार्यक्रमाच्या प्रसंगी महाविद्यालयातील बहुसंख्य विद्यार्थी विद्यार्थिनी तसेच राष्ट्रीय छात्र सेनेचे सर्व कॅडेट्स मोठ्या संख्येने उपस्थित होते. [957, 1895, 1224, 2064]
person-silhouette [986, 262, 1013, 432]
film-article-headline: भारताची प्रतिभा, तंत्रज्ञान आणि सह-निर्मिती संधींची प्रशंसा [465, 146, 1310, 192]
nrai-headline-line-2: बिल्डिंग बेटर किचन कार्यक्रमात [604, 1010, 1023, 1053]
issue-date: रविवार दि.२३ नोव्हेंबर २०२५ [422, 104, 581, 122]
byline-underline [422, 229, 539, 230]
person-silhouette [847, 262, 873, 432]
parli-column-2: संविधान आणि लोकशाही वाचविण्यासाठी लढत आहेत. यावेळी काँग्रेसचे जिल्हा अध्यक्ष राहुल सोनवणे यांनी परळीचा कायापालट करण्यासाठी, तर मिलिंद घाडगे यांनी नेत्या म्हणून जनतेचे विश्वास आपल्यावर असावा आणि आमच्या निधीचा उपयोग परळीकरांच्या हितासाठी केला जाईल असे सांगितले. तसेच काँग्रेसचे विविध पदाधिकारी व कार्यकर्ते उपस्थित होते. या सभेला मोठ्या संख्येने नागरिक उपस्थित होते. काँग्रेसचे शहराध्यक्ष बहाद्दूर [663, 1579, 903, 1729]
person-silhouette [1079, 262, 1106, 432]
court-dome-shape [201, 226, 263, 281]
